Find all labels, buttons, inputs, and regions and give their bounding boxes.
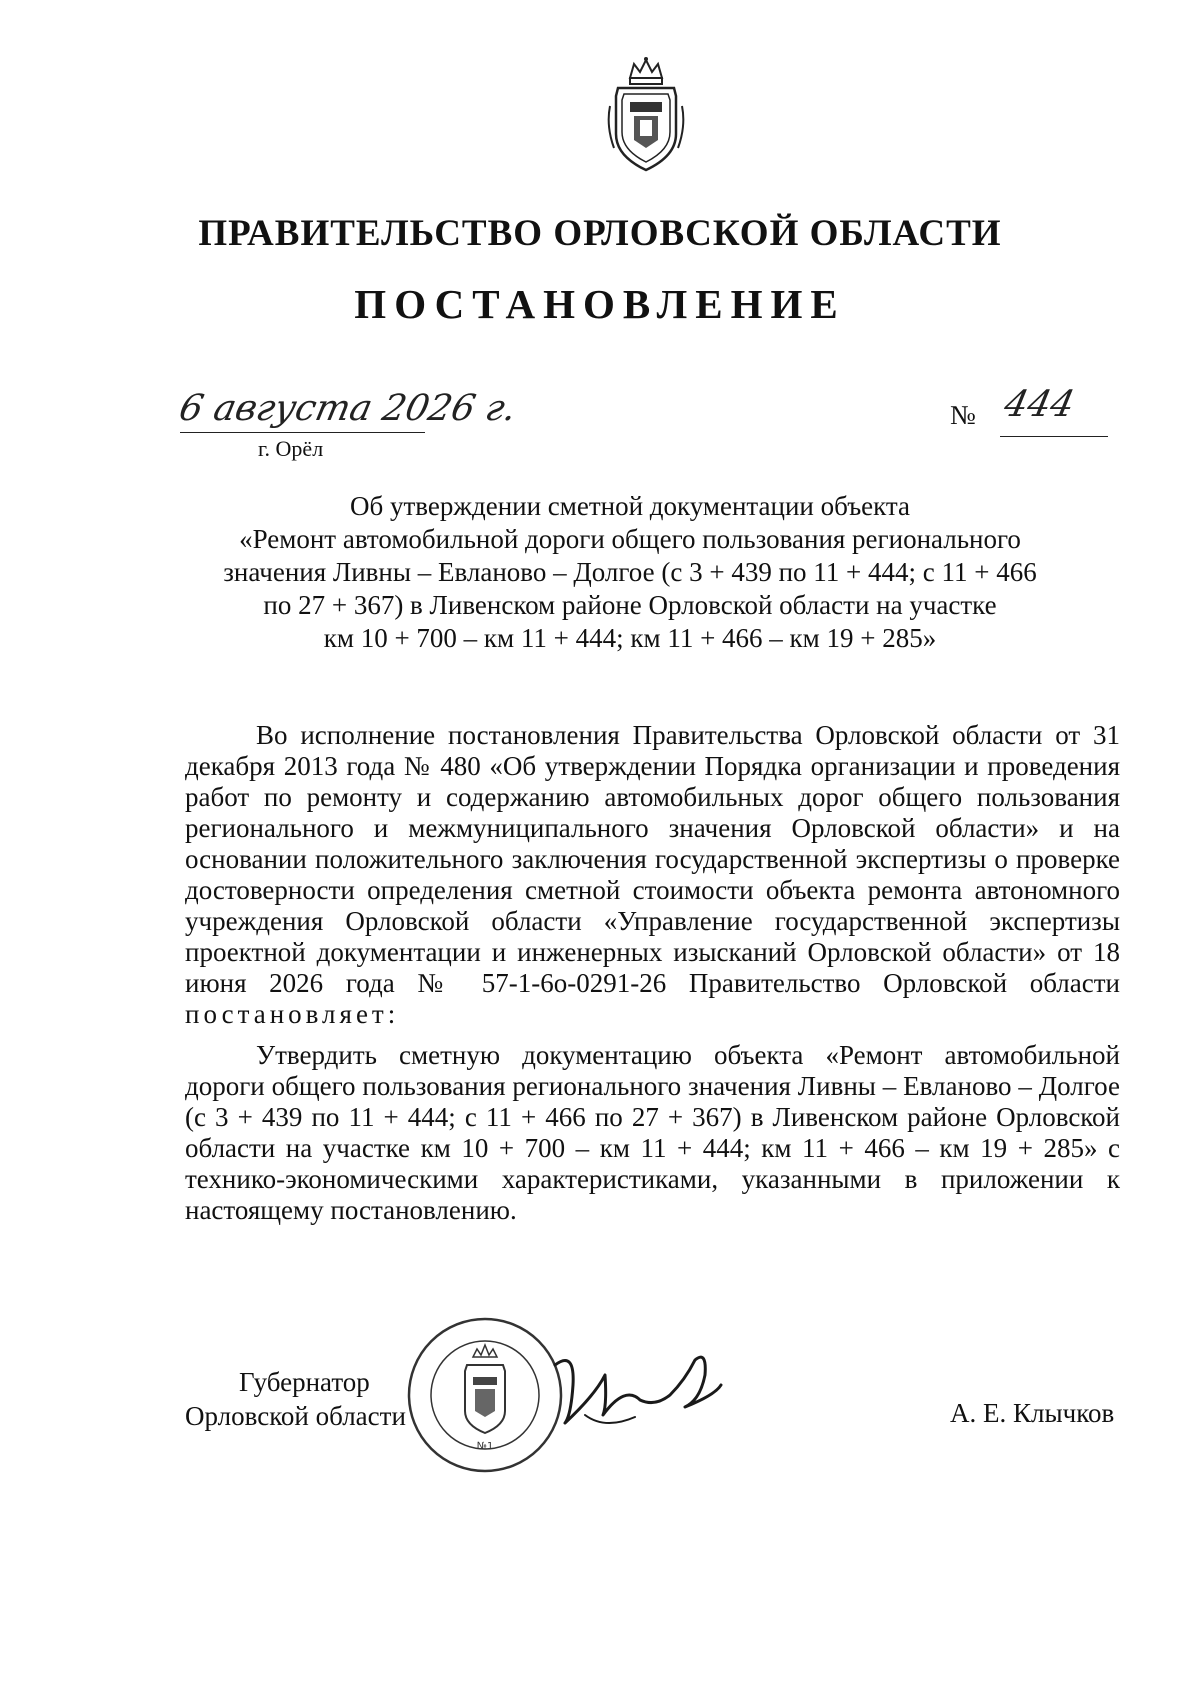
position-line-2: Орловской области xyxy=(185,1401,406,1431)
preamble-paragraph xyxy=(185,720,1120,1030)
number-underline xyxy=(1000,436,1108,437)
handwritten-signature-icon xyxy=(545,1345,725,1435)
document-type-title: ПОСТАНОВЛЕНИЕ xyxy=(354,281,846,327)
resolution-paragraph: Утвердить сметную документацию объекта «Ремонт автомобильной дороги общего пользования регионального значения Ливны – Евланово – Долгое (с 3 + 439 по 11 + 444; с 11 + 466 по 27 + 367) в Ливенском районе Орловской области на участке км 10 + 700 – км 11 + 444; км 11 + 466 – км 19 + 285» с технико-экономическими характеристиками, указанными в приложении к настоящему постановлению. xyxy=(185,1040,1120,1225)
subject-line: Об утверждении сметной документации объекта xyxy=(349,491,911,521)
official-seal-icon xyxy=(405,1315,565,1475)
signatory-position xyxy=(185,1365,415,1433)
resolves-word: постановляет: xyxy=(185,999,400,1029)
subject-line: «Ремонт автомобильной дороги общего пользования регионального xyxy=(239,524,1021,554)
city-label: г. Орёл xyxy=(258,436,324,461)
number-block xyxy=(950,384,1110,440)
signer-name: А. Е. Клычков xyxy=(950,1398,1115,1428)
subject-line: по 27 + 367) в Ливенском районе Орловской области на участке xyxy=(263,590,997,620)
coat-of-arms-icon xyxy=(600,56,692,174)
position-line-1: Губернатор xyxy=(239,1367,370,1397)
number-sign: № xyxy=(950,400,976,430)
organization-title: ПРАВИТЕЛЬСТВО ОРЛОВСКОЙ ОБЛАСТИ xyxy=(198,213,1002,254)
date-block xyxy=(175,388,521,461)
stamp-number: №1 xyxy=(476,1441,494,1452)
handwritten-number: 444 xyxy=(1000,384,1079,425)
date-underline xyxy=(180,432,425,433)
handwritten-date: 6 августа 2026 г. xyxy=(175,388,521,429)
subject-line: км 10 + 700 – км 11 + 444; км 11 + 466 – км 19 + 285» xyxy=(323,623,937,653)
subject-line: значения Ливны – Евланово – Долгое (с 3 + 439 по 11 + 444; с 11 + 466 xyxy=(223,557,1037,587)
preamble-text: Во исполнение постановления Правительства Орловской области от 31 декабря 2013 года № 480 «Об утверждении Порядка организации и проведения работ по ремонту и содержанию автомобильных дорог общего пользования регионального и межмуниципального значения Орловской области» и на основании положительного заключения государственной экспертизы о проверке достоверности определения сметной стоимости объекта ремонта автономного учреждения Орловской области «Управление государственной экспертизы проектной документации и инженерных изысканий Орловской области» от 18 июня 2026 года № 57-1-6о-0291-26 Правительство Орловской области xyxy=(185,720,1120,998)
document-subject xyxy=(200,490,1060,655)
